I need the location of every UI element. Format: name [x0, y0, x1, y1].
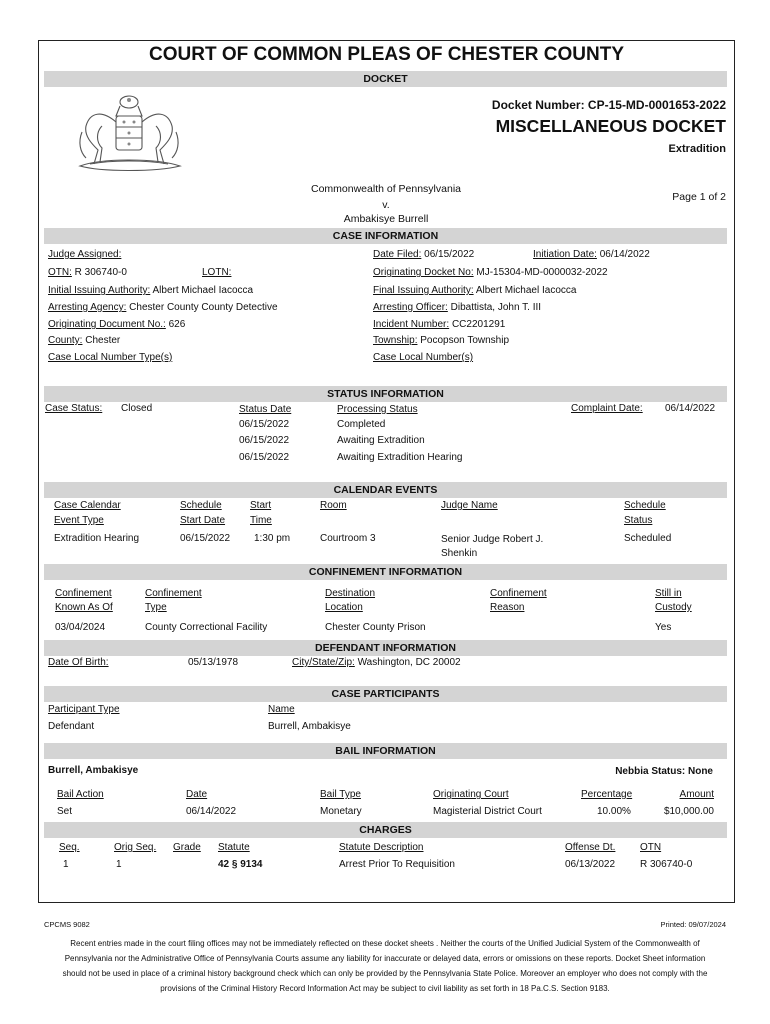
participant-name-header: Name [268, 704, 295, 715]
originating-docket: Originating Docket No: MJ-15304-MD-0000032-2022 [373, 267, 608, 278]
dob-value: 05/13/1978 [188, 657, 239, 668]
case-local-number-type-label: Case Local Number Type(s) [48, 352, 173, 363]
conf-header-dest-2: Location [325, 602, 363, 613]
originating-document: Originating Document No.: 626 [48, 319, 186, 330]
cal-judge-line1: Senior Judge Robert J. [441, 534, 544, 545]
charge-orig-seq-header: Orig Seq. [114, 842, 157, 853]
bail-percentage: 10.00% [597, 806, 631, 817]
case-status: Closed [121, 403, 153, 414]
cal-judge-line2: Shenkin [441, 548, 478, 559]
bail-action: Set [57, 806, 73, 817]
cal-header-sched-2: Start Date [180, 515, 226, 526]
bail-court-header: Originating Court [433, 789, 509, 800]
status-row-status: Completed [337, 419, 386, 430]
bail-action-header: Bail Action [57, 789, 104, 800]
initiation-date: Initiation Date: 06/14/2022 [533, 249, 650, 260]
charge-otn-header: OTN [640, 842, 662, 853]
arresting-officer: Arresting Officer: Dibattista, John T. III [373, 302, 542, 313]
city-state-zip: City/State/Zip: Washington, DC 20002 [292, 657, 461, 668]
cal-status: Scheduled [624, 533, 672, 544]
charge-offense-date: 06/13/2022 [565, 859, 616, 870]
conf-type: County Correctional Facility [145, 622, 268, 633]
participants-band: CASE PARTICIPANTS [44, 686, 727, 702]
cal-header-judge: Judge Name [441, 500, 498, 511]
case-info-band: CASE INFORMATION [44, 228, 727, 244]
participant-name: Burrell, Ambakisye [268, 721, 351, 732]
dob-label: Date Of Birth: [48, 657, 109, 668]
status-row-status: Awaiting Extradition [337, 435, 425, 446]
cal-header-room: Room [320, 500, 347, 511]
cal-start-date: 06/15/2022 [180, 533, 231, 544]
charge-seq: 1 [63, 859, 69, 870]
cal-header-status-1: Schedule [624, 500, 666, 511]
final-issuing-authority: Final Issuing Authority: Albert Michael Iacocca [373, 285, 577, 296]
township: Township: Pocopson Township [373, 335, 510, 346]
docket-number: Docket Number: CP-15-MD-0001653-2022 [491, 98, 726, 112]
participant-type: Defendant [48, 721, 95, 732]
bail-date-header: Date [186, 789, 208, 800]
judge-assigned-label: Judge Assigned: [48, 249, 122, 260]
status-row-date: 06/15/2022 [239, 435, 290, 446]
conf-still-in-custody: Yes [655, 622, 672, 633]
docket-subtype: Extradition [668, 143, 726, 155]
form-id: CPCMS 9082 [44, 920, 90, 929]
lotn-label: LOTN: [202, 267, 232, 278]
charge-statute: 42 § 9134 [218, 859, 263, 870]
processing-status-header: Processing Status [337, 404, 418, 415]
printed-date: Printed: 09/07/2024 [660, 920, 726, 929]
conf-header-type-1: Confinement [145, 588, 202, 599]
bail-pct-header: Percentage [581, 789, 633, 800]
conf-header-custody-2: Custody [655, 602, 692, 613]
page-number: Page 1 of 2 [672, 191, 726, 203]
bail-person: Burrell, Ambakisye [48, 765, 139, 776]
cal-header-event-2: Event Type [54, 515, 104, 526]
nebbia-status: Nebbia Status: None [615, 766, 713, 777]
conf-known-as-of: 03/04/2024 [55, 622, 106, 633]
cal-header-start-1: Start [250, 500, 272, 511]
status-row-date: 06/15/2022 [239, 419, 290, 430]
bail-date: 06/14/2022 [186, 806, 237, 817]
conf-header-reason-2: Reason [490, 602, 525, 613]
cal-header-start-2: Time [250, 515, 272, 526]
charge-description: Arrest Prior To Requisition [339, 859, 455, 870]
conf-header-dest-1: Destination [325, 588, 376, 599]
caption-line2: v. [382, 199, 390, 211]
calendar-band: CALENDAR EVENTS [44, 482, 727, 498]
charge-description-header: Statute Description [339, 842, 424, 853]
otn: OTN: R 306740-0 [48, 267, 127, 278]
charge-grade-header: Grade [173, 842, 201, 853]
status-row-date: 06/15/2022 [239, 452, 290, 463]
participant-type-header: Participant Type [48, 704, 120, 715]
cal-start-time: 1:30 pm [254, 533, 291, 544]
cal-header-sched-1: Schedule [180, 500, 222, 511]
conf-header-custody-1: Still in [655, 588, 682, 599]
cal-event-type: Extradition Hearing [54, 533, 140, 544]
caption-line3: Ambakisye Burrell [343, 213, 429, 225]
conf-header-known-1: Confinement [55, 588, 112, 599]
bail-amount-header: Amount [679, 789, 714, 800]
bail-band: BAIL INFORMATION [44, 743, 727, 759]
complaint-date: 06/14/2022 [665, 403, 716, 414]
defendant-band: DEFENDANT INFORMATION [44, 640, 727, 656]
case-status-label: Case Status: [45, 403, 103, 414]
pennsylvania-seal-icon [72, 92, 187, 177]
cal-room: Courtroom 3 [320, 533, 376, 544]
bail-type-header: Bail Type [320, 789, 361, 800]
status-date-header: Status Date [239, 404, 292, 415]
docket-type: MISCELLANEOUS DOCKET [495, 116, 726, 136]
date-filed: Date Filed: 06/15/2022 [373, 249, 475, 260]
charge-offense-date-header: Offense Dt. [565, 842, 616, 853]
complaint-date-label: Complaint Date: [571, 403, 643, 414]
status-info-band: STATUS INFORMATION [44, 386, 727, 402]
court-title: COURT OF COMMON PLEAS OF CHESTER COUNTY [149, 44, 624, 65]
arresting-agency: Arresting Agency: Chester County County Detective [48, 302, 278, 313]
confinement-band: CONFINEMENT INFORMATION [44, 564, 727, 580]
bail-amount: $10,000.00 [663, 806, 714, 817]
charge-seq-header: Seq. [59, 842, 80, 853]
incident-number: Incident Number: CC2201291 [373, 319, 506, 330]
cal-header-status-2: Status [624, 515, 653, 526]
bail-court: Magisterial District Court [433, 806, 542, 817]
case-local-numbers-label: Case Local Number(s) [373, 352, 474, 363]
charges-band: CHARGES [44, 822, 727, 838]
charge-orig-seq: 1 [116, 859, 122, 870]
docket-band: DOCKET [44, 71, 727, 87]
conf-header-type-2: Type [145, 602, 167, 613]
conf-header-known-2: Known As Of [55, 602, 113, 613]
conf-header-reason-1: Confinement [490, 588, 547, 599]
charge-otn: R 306740-0 [640, 859, 693, 870]
cal-header-event-1: Case Calendar [54, 500, 121, 511]
caption-line1: Commonwealth of Pennsylvania [311, 183, 461, 195]
disclaimer: Recent entries made in the court filing offices may not be immediately reflected on these docket sheets . Neither the courts of the Unified Judicial System of the Commonwealth of Pennsylvania nor the Administrative Office of Pennsylvania Courts assume any liability for inaccurate or delayed data, errors or omissions on these reports. Docket Sheet information should not be used in place of a criminal history background check which can only be provided by the Pennsylvania State Police. Moreover an employer who does not comply with the provisions of the Criminal History Record Information Act may be subject to civil liability as set forth in 18 Pa.C.S. Section 9183. [62, 939, 708, 993]
status-row-status: Awaiting Extradition Hearing [337, 452, 463, 463]
county: County: Chester [48, 335, 121, 346]
bail-type: Monetary [320, 806, 362, 817]
conf-destination: Chester County Prison [325, 622, 426, 633]
initial-issuing-authority: Initial Issuing Authority: Albert Michael Iacocca [48, 285, 254, 296]
charge-statute-header: Statute [218, 842, 250, 853]
